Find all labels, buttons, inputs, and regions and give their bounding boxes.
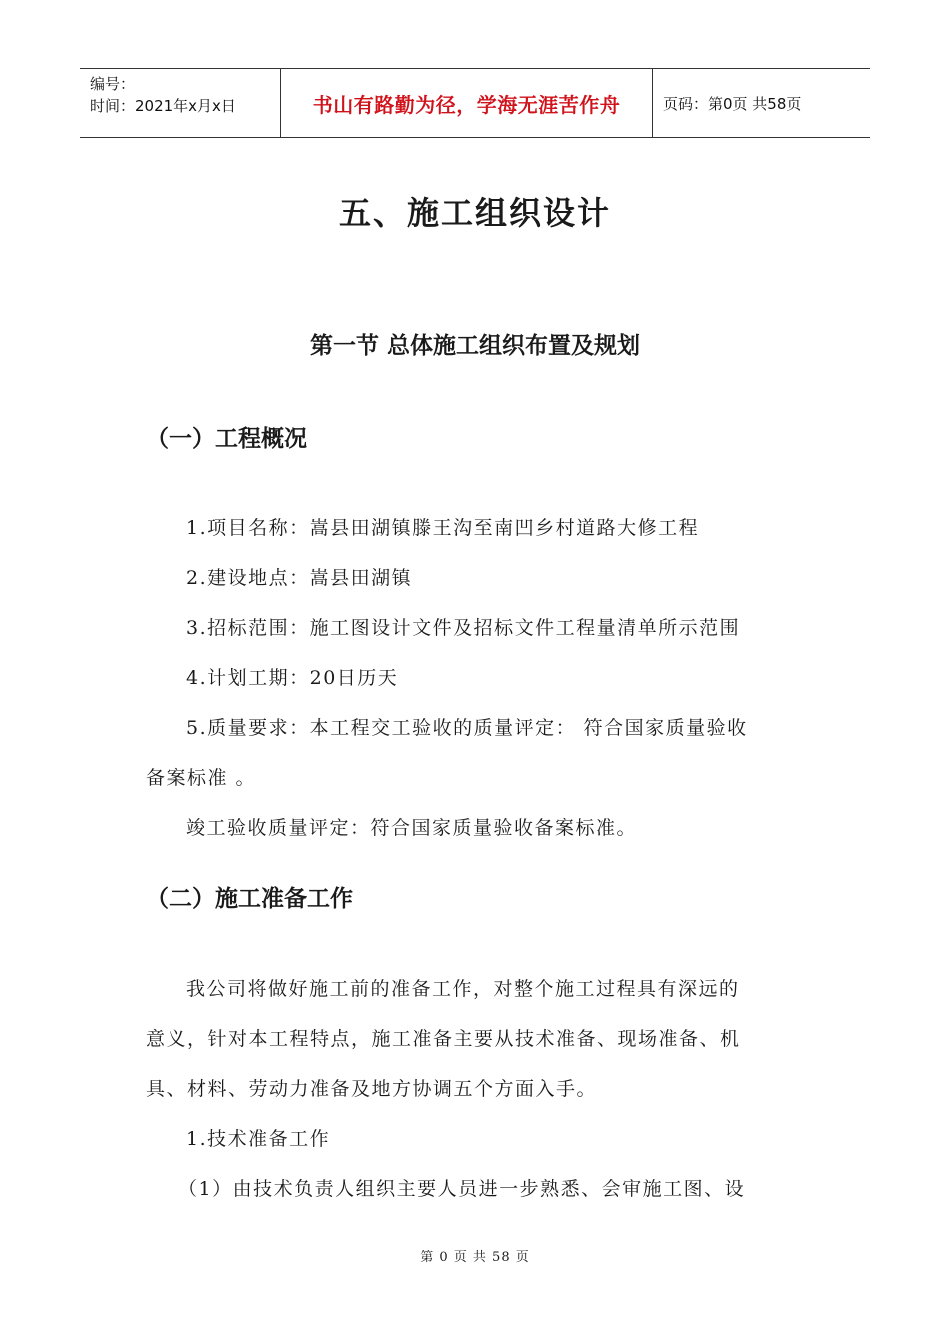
item-duration: 4.计划工期：20日历天 bbox=[186, 667, 399, 689]
subsection-heading-overview: （一）工程概况 bbox=[146, 426, 307, 452]
subsection-heading-preparation: （二）施工准备工作 bbox=[146, 886, 353, 912]
paragraph-line: 具、材料、劳动力准备及地方协调五个方面入手。 bbox=[146, 1078, 598, 1100]
header-meta bbox=[80, 69, 281, 137]
header-number-label: 编号： bbox=[90, 75, 136, 93]
item-scope: 3.招标范围：施工图设计文件及招标文件工程量清单所示范围 bbox=[186, 617, 741, 639]
item-completion-quality: 竣工验收质量评定：符合国家质量验收备案标准。 bbox=[186, 817, 638, 839]
tech-prep-item: （1）由技术负责人组织主要人员进一步熟悉、会审施工图、设 bbox=[178, 1178, 746, 1200]
item-quality: 5.质量要求：本工程交工验收的质量评定： 符合国家质量验收 bbox=[186, 717, 748, 739]
document-header bbox=[80, 68, 870, 138]
header-date-label: 时间：2021年x月x日 bbox=[90, 97, 236, 115]
paragraph-line: 意义，针对本工程特点，施工准备主要从技术准备、现场准备、机 bbox=[146, 1028, 741, 1050]
page-footer: 第 0 页 共 58 页 bbox=[420, 1250, 530, 1265]
header-page-info: 页码：第0页 共58页 bbox=[663, 94, 802, 113]
tech-prep-heading: 1.技术准备工作 bbox=[186, 1128, 331, 1150]
section-title: 第一节 总体施工组织布置及规划 bbox=[309, 333, 640, 359]
paragraph-line: 我公司将做好施工前的准备工作，对整个施工过程具有深远的 bbox=[186, 978, 740, 1000]
item-project-name: 1.项目名称：嵩县田湖镇滕王沟至南凹乡村道路大修工程 bbox=[186, 517, 700, 539]
item-quality-continued: 备案标准 。 bbox=[146, 767, 257, 789]
header-motto: 书山有路勤为径，学海无涯苦作舟 bbox=[281, 69, 653, 137]
item-location: 2.建设地点：嵩县田湖镇 bbox=[186, 567, 413, 589]
document-title: 五、施工组织设计 bbox=[338, 194, 611, 232]
